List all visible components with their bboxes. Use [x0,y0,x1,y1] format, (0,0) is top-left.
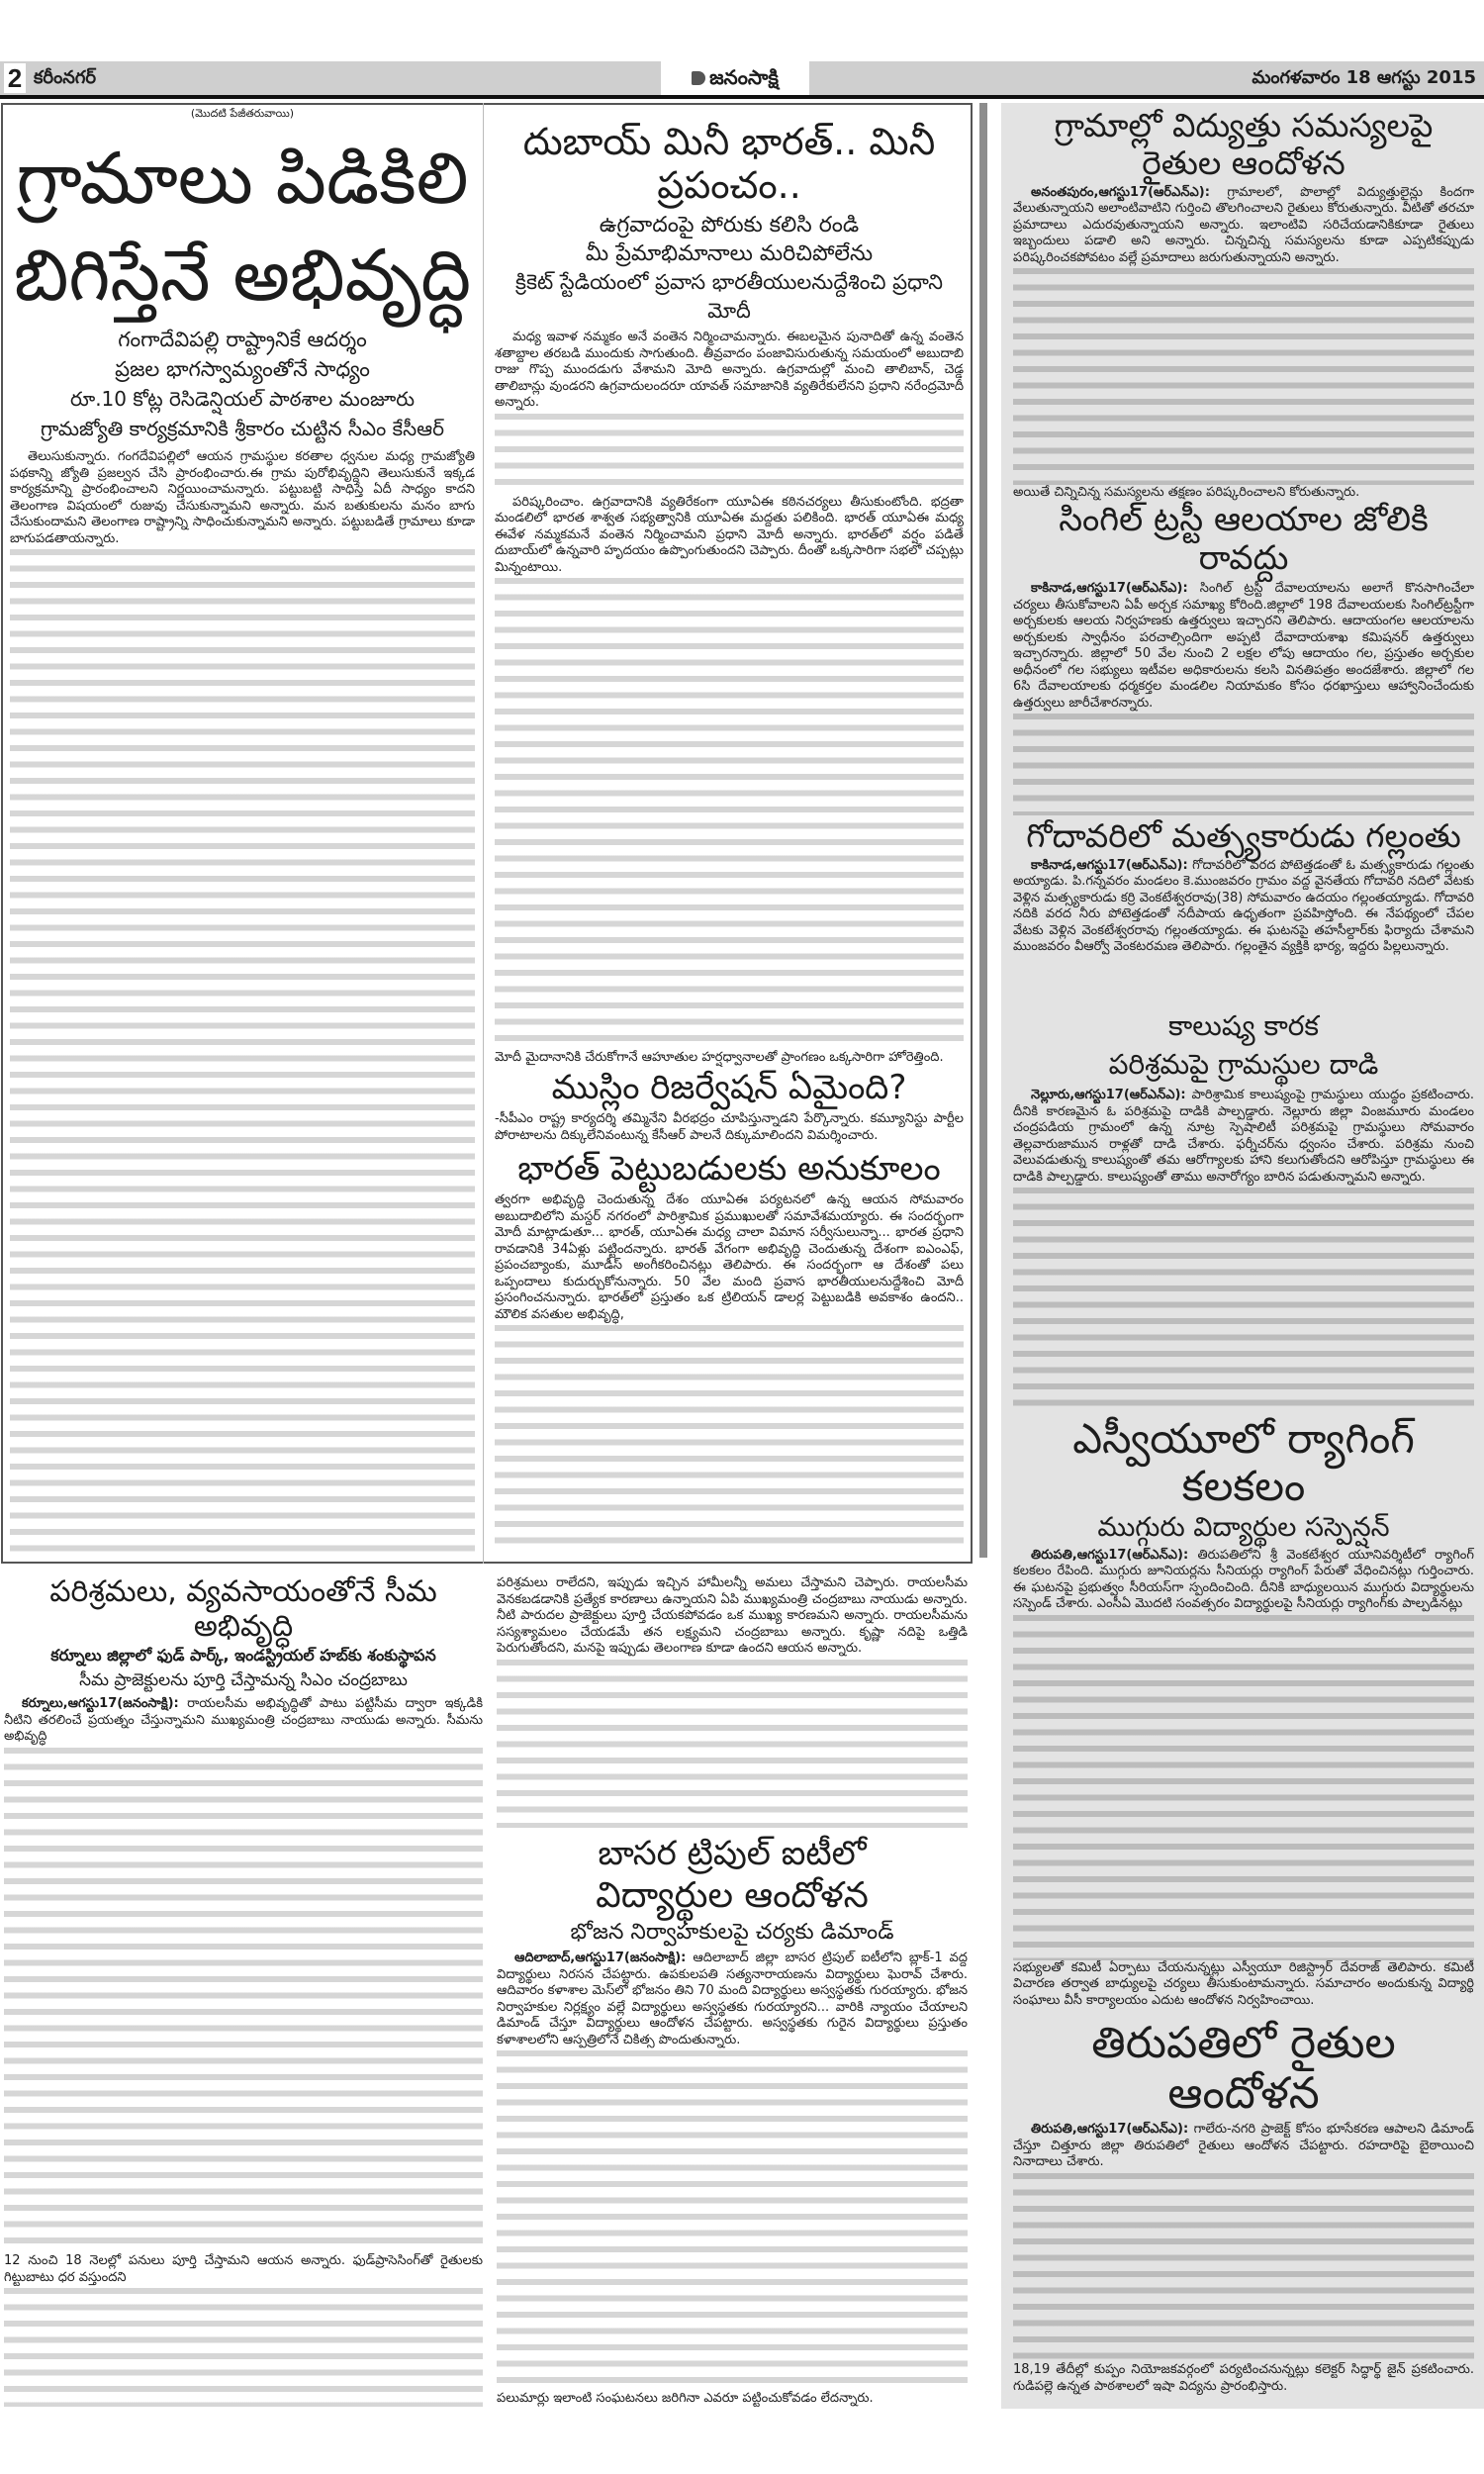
article-sv-ragging [1013,1415,1474,2009]
column-divider [483,103,484,1564]
article-body-end: 18,19 తేదీల్లో కుప్పం నియోజకవర్గంలో పర్యటించనున్నట్లు కలెక్టర్ సిద్ధార్థ్ జైన్ ప్రకటించారు. గుడిపల్లె ఉన్నత పాఠశాలలో ఇషా విద్యను ప్రారంభిస్తారు. [1013,2362,1474,2394]
article-body: గాలేరు-నగరి ప్రాజెక్ట్ కోసం భూసేకరణ ఆపాలని డిమాండ్ చేస్తూ చిత్తూరు జిల్లా తిరుపతిలో రైతులు ఆందోళన చేపట్టారు. రహదారిపై బైఠాయించి నినాదాలు చేశారు. [1013,2122,1474,2170]
logo-text: జనంసాక్షి [709,65,779,89]
article-body-end: పలుమార్లు ఇలాంటి సంఘటనలు జరిగినా ఎవరూ పట్టించుకోవడం లేదన్నారు. [497,2390,874,2406]
subhead: గ్రామజ్యోతి కార్యక్రమానికి శ్రీకారం చుట్టిన సీఎం కేసీఆర్ [41,417,444,440]
article-seema [4,1575,483,2407]
headline-line-1: గ్రామాలు పిడికిలి [16,137,469,220]
article-body-end: అయితే చిన్నిచిన్న సమస్యలను తక్షణం పరిష్కరించాలని కోరుతున్నారు. [1013,484,1360,500]
page-number: 2 [4,63,26,93]
headline: భారత్ పెట్టుబడులకు అనుకూలం [517,1149,941,1189]
dateline: తిరుపతి,ఆగస్టు17(ఆర్ఎన్ఎ): [1031,2122,1189,2138]
article-tirupati [1013,2019,1474,2395]
article-body: గ్రామాలలో, పొలాల్లో విద్యుత్తులైన్లు కిందగా వేలుతున్నాయని అలాంటివాటిని గుర్తించి తొలగించాలని రైతులు కోరుతున్నారు. వీటితో తరచూ ప్రమాదాలు ఎదురవుతున్నాయని అన్నారు. ఇలాంటివి సరిచేయడానికికూడా రైతులు ఇబ్బందులు పడాలి అని అన్నారు. చిన్నచిన్న సమస్యలను కూడా ఎప్పటికప్పుడు పరిష్కరించకపోవటం వల్లే ప్రమాదాలు జరుగుతున్నాయని అన్నారు. [1013,184,1474,265]
body-text-continued [4,2288,483,2407]
dateline: కాకినాడ,ఆగస్టు17(ఆర్ఎన్ఎ): [1031,857,1188,873]
continuation-note: (మొదటి పేజీతరువాయి) [190,107,295,120]
article-body-end: 12 నుంచి 18 నెలల్లో పనులు పూర్తి చేస్తామని ఆయన అన్నారు. ఫుడ్‌ప్రాసెసింగ్‌తో రైతులకు గిట్టుబాటు ధర వస్తుందని [4,2253,483,2285]
subhead: రూ.10 కోట్ల రెసిడెన్షియల్ పాఠశాల మంజూరు [69,387,416,411]
body-text-continued [495,414,964,495]
subhead: ఉగ్రవాదంపై పోరుకు కలిసి రండి [599,213,860,238]
subhead: మీ ప్రేమాభిమానాలు మరిచిపోలేను [585,241,874,267]
subhead: గంగాదేవిపల్లి రాష్ట్రానికే ఆదర్శం [118,328,367,351]
article-kalushya [1013,1007,1474,1413]
article-body: త్వరగా అభివృద్ధి చెందుతున్న దేశం యూఏఈ పర్యటనలో ఉన్న ఆయన సోమవారం అబుదాబిలోని మస్దర్ నగరంలో పారిశ్రామిక ప్రముఖులతో సమావేశమయ్యారు. ఈ సందర్భంగా మోదీ మాట్లాడుతూ... భారత్, యూఏఈ మధ్య చాలా విమాన సర్వీసులున్నా... భారత ప్రధాని రావడానికి 34ఏళ్లు పట్టిందన్నారు. భారత్ వేగంగా అభివృద్ధి చెందుతున్న దేశంగా ఐఎంఎఫ్, ప్రపంచబ్యాంకు, మూడీస్ అంగీకరించినట్లు తెలిపారు. ఈ సందర్భంగా ఆ దేశంతో పలు ఒప్పందాలు కుదుర్చుకోనున్నారు. 50 వేల మంది ప్రవాస భారతీయులనుద్దేశించి మోదీ ప్రసంగించనున్నారు. భారత్‌లో ప్రస్తుతం ఒక ట్రిలియన్ డాలర్ల పెట్టుబడికి అవకాశం ఉందని.. మౌలిక వసతుల అభివృద్ధి, [495,1192,964,1322]
article-body: పరిష్కరించాం. ఉగ్రవాదానికి వ్యతిరేకంగా యూఏఈ కఠినచర్యలు తీసుకుంటోంది. భద్రతా మండలిలో భారత శాశ్వత సభ్యత్వానికి యూఏఈ మద్దతు పలికింది. భారత్ యూఏఈ మధ్య ఈవేళ నమ్మకమనే వంతెన నిర్మించామని ప్రధాని మోదీ అన్నారు. భారత్‌లో వర్షం పడితే దుబాయ్‌లో ఉన్నవారి హృదయం ఉప్పొంగుతుందని చెప్పారు. దీంతో ఒక్కసారిగా సభలో చప్పట్లు మిన్నంటాయి. [495,494,964,575]
body-text-continued [497,2050,968,2391]
article-gramalu [10,107,475,1554]
headline-line-1: కాలుష్య కారక [1168,1009,1319,1042]
body-text-continued [4,1748,483,2254]
article-body: రాయలసీమ అభివృద్ధితో పాటు పట్టిసీమ ద్వారా ఇక్కడికి నీటిని తరలించే ప్రయత్నం చేస్తున్నామని ముఖ్యమంత్రి చంద్రబాబు నాయుడు అన్నారు. సీమను అభివృద్ధి [4,1696,483,1744]
article-body: -సీపీఎం రాష్ట్ర కార్యదర్శి తమ్మినేని వీరభద్రం చూపిస్తున్నాడని పేర్కొన్నారు. కమ్యూనిస్టు పార్టీల పోరాటాలను దిక్కులేనివంటున్న కేసీఆర్ పాలనే దిక్కుమాలిందని విమర్శించారు. [495,1111,964,1143]
article-godavari [1013,817,1474,1005]
article-muslim-reservation [495,1069,964,1148]
subhead: ముగ్గురు విద్యార్థుల సస్పెన్షన్ [1097,1511,1390,1543]
subhead: కర్నూలు జిల్లాలో ఫుడ్ పార్క్, ఇండస్ట్రియల్ హబ్‌కు శంకుస్థాపన [50,1646,436,1665]
article-body: తెలుసుకున్నారు. గంగదేవిపల్లిలో ఆయన గ్రామస్థుల కరతాల ధ్వనుల మధ్య గ్రామజ్యోతి పథకాన్ని జ్యోతి ప్రజల్వన చేసి ప్రారంభించారు.ఈ గ్రామ పురోభివృద్దిని తెలుసుకునే ఇక్కడ కార్యక్రమాన్ని ప్రారంభించాలని నిర్ణయించామన్నారు. పట్టుబట్టి సాధిస్తే ఏదీ సాధ్యం కాదని తెలంగాణ విషయంలో రుజువు చేసుకున్నామని అన్నారు. మన బతుకులను మనం బాగు చేసుకుందామని తెలంగాణ రాష్ట్రాన్ని సాధించుకున్నామని అన్నారు. పట్టుబడితే గ్రామాలు కూడా బాగుపడతాయన్నారు. [10,449,475,546]
dateline: ఆదిలాబాద్,ఆగస్టు17(జనంసాక్షి): [514,1951,687,1965]
article-singil-trustee [1013,501,1474,815]
article-body: సింగిల్ ట్రస్టీ దేవాలయాలను అలాగే కొనసాగించేలా చర్యలు తీసుకోవాలని ఏపీ అర్చక సమాఖ్య కోరింది.జిల్లాలో 198 దేవాలయలకు సింగిల్‌ట్రస్టీగా అర్చకులకు ఆలయ నిర్వహణకు ఉత్తర్వులు ఇచ్చారని తెలిపారు. ఆదాయంగల ఆలయాలను అర్చకులకు స్వాధీనం పరచాల్సిందిగా అప్పటి దేవాదాయశాఖ కమిషనర్ ఉత్తర్వులు ఇచ్చారన్నారు. జిల్లాలో 50 వేల నుంచి 2 లక్షల లోపు ఆదాయం గల, ప్రస్తుతం అర్చకుల అధీనంలో గల సభ్యులు ఇటీవల అధికారులను కలసి వినతిపత్రం అందజేశారు. జిల్లాలో గల 6సి దేవాలయాలకు ధర్మకర్తల మండలిల నియామకం కోసం ధరఖాస్తులు ఆహ్వానించేందుకు ఉత్తర్వులు జారీచేశారన్నారు. [1013,581,1474,711]
dateline: కాకినాడ,ఆగస్టు17(ఆర్ఎన్ఎ): [1031,581,1188,597]
logo-icon [692,71,705,85]
subhead: క్రికెట్ స్టేడియంలో ప్రవాస భారతీయులనుద్దేశించి ప్రధాని మోదీ [515,270,943,324]
article-body: ఆదిలాబాద్ జిల్లా బాసర ట్రిపుల్ ఐటీలోని బ్లాక్-1 వద్ద విద్యార్థులు నిరసన చేపట్టారు. ఉపకులపతి సత్యనారాయణను విద్యార్థులు ఘెరావ్ చేశారు. ఆదివారం కళాశాల మెస్‌లో భోజనం తిని 70 మంది విద్యార్థులు అస్వస్థతకు గురయ్యారు. భోజన నిర్వాహకుల నిర్లక్ష్యం వల్లే విద్యార్థులు అస్వస్థతకు గురయ్యారని... వారికి న్యాయం చేయాలని డిమాండ్ చేస్తూ విద్యార్థులు ఆందోళన చేపట్టారు. అస్వస్థతకు గురైన విద్యార్థులు ప్రస్తుతం కళాశాలలోని ఆస్పత్రిలోనే చికిత్స పొందుతున్నారు. [497,1951,968,2047]
article-body-end: మోదీ మైదానానికి చేరుకోగానే ఆహూతుల హర్షధ్వానాలతో ప్రాంగణం ఒక్కసారిగా హోరెత్తింది. [495,1049,944,1065]
headline-line-2: పరిశ్రమపై గ్రామస్థుల దాడి [1108,1048,1379,1081]
header-rule [0,95,1484,99]
article-body: పారిశ్రామిక కాలుష్యంపై గ్రామస్థులు యుద్ధం ప్రకటించారు. దీనికి కారణమైన ఓ పరిశ్రమపై దాడికి పాల్పడ్డారు. నెల్లూరు జిల్లా వింజమూరు మండలం చంద్రపడియ గ్రామంలో ఉన్న నూట్ర స్పెషాలిటీ పరిశ్రమపై గ్రామస్థులు సోమవారం తెల్లవారుజామున రాళ్లతో దాడి చేశారు. ఫర్నీచర్‌ను ధ్వంసం చేశారు. పరిశ్రమ నుంచి వెలువడుతున్న కాలుష్యంతో తమ ఆరోగ్యాలకు హాని కలుగుతోందని ఆరోపిస్తూ గ్రామస్థులు ఈ దాడికి పాల్పడ్డారు. కాలుష్యంతో తాము అనారోగ్యం బారిన పడుతున్నామని అన్నారు. [1013,1088,1474,1185]
article-body: మధ్య ఇవాళ నమ్మకం అనే వంతెన నిర్మించామన్నారు. ఈబలమైన పునాదితో ఉన్న వంతెన శతాబ్దాల తరబడి ముందుకు సాగుతుంది. తీవ్రవాదం పంజావిసురుతున్న సమయంలో అబుదాబి రాజు గొప్ప ముందడుగు వేశామని మోది అన్నారు. ఉగ్రవాదుల్లో మంచి తాలిబాన్, చెడ్డ తాలిబాన్లు వుండరని ఉగ్రవాదులందరూ యావత్ సమాజానికి వ్యతిరేకులేనని ప్రధాని నరేంద్రమోదీ అన్నారు. [495,330,964,411]
body-text-continued [1013,268,1474,484]
subhead: భోజన నిర్వాహకులపై చర్యకు డిమాండ్ [570,1920,894,1945]
body-text-continued [1013,1615,1474,1960]
headline: తిరుపతిలో రైతుల ఆందోళన [1091,2018,1396,2119]
newspaper-logo [661,55,809,99]
article-bharat [495,1150,964,1551]
issue-date: మంగళవారం 18 ఆగస్టు 2015 [1252,67,1476,88]
headline: దుబాయ్ మినీ భారత్.. మినీ ప్రపంచం.. [522,120,936,207]
article-dubai [495,121,964,1066]
headline: ఎస్వీయూలో ర్యాగింగ్ కలకలం [1072,1414,1415,1511]
body-text-continued [10,549,475,1554]
body-text-continued [1013,2173,1474,2362]
headline: పరిశ్రమలు, వ్యవసాయంతోనే సీమ అభివృద్ధి [49,1574,437,1644]
article-body: పరిశ్రమలు రాలేదని, ఇప్పుడు ఇచ్చిన హామీలన్నీ అమలు చేస్తామని చెప్పారు. రాయలసీమ వెనకబడడానికి ప్రత్యేక కారణాలు ఉన్నాయని ఏపి ముఖ్యమంత్రి చంద్రబాబు నాయుడు అన్నారు. నీటి పారుదల ప్రాజెక్టులు పూర్తి చేయకపోవడం ఒక ముఖ్య కారణమని అన్నారు. రాయలసీమను సస్యశ్యామలం చేయడమే తన లక్ష్యమని చంద్రబాబు అన్నారు. కృష్ణా నదిపై ఒత్తిడి పెరుగుతోందని, మనపై ఇప్పుడు తెలంగాణ కూడా ఉందని ఆయన అన్నారు. [497,1575,968,1656]
dateline: అనంతపురం,ఆగస్టు17(ఆర్ఎన్ఎ): [1031,184,1210,200]
body-text-continued [1013,714,1474,815]
headline: సింగిల్ ట్రస్టీ ఆలయాల జోలికి రావద్దు [1059,500,1429,579]
headline-line-2: విద్యార్థుల ఆందోళన [596,1875,869,1916]
headline: గోదావరిలో మత్స్యకారుడు గల్లంతు [1026,816,1461,855]
headline: గ్రామాల్లో విద్యుత్తు సమస్యలపై రైతుల ఆందోళన [1054,106,1434,182]
subhead: సీమ ప్రాజెక్టులను పూర్తి చేస్తామన్న సిఎం చంద్రబాబు [79,1670,408,1690]
body-text-continued [495,578,964,1049]
article-body: గోదావరిలో వరద పోటెత్తడంతో ఓ మత్స్యకారుడు గల్లంతు అయ్యాడు. పి.గన్నవరం మండలం కె.ముంజవరం గ్రామం వద్ద వైనతేయ గోదావరి నదిలో వేటకు వెళ్లిన మత్స్యకారుడు కర్రి వెంకటేశ్వరరావు(38) సోమవారం ఉదయం గల్లంతయ్యాడు. గోదావరి నదికి వరద నీరు పోటెత్తడంతో నదీపాయ ఉధృతంగా ప్రవహిస్తోంది. ఈ నేపథ్యంలో చేపల వేటకు వెళ్లిన వెంకటేశ్వరరావు గల్లంతయ్యాడు. ఈ ఘటనపై తహసీల్దార్‌కు ఫిర్యాదు చేశామని ముంజవరం వీఆర్వో వెంకటరమణ తెలిపారు. గల్లంతైన వ్యక్తికి భార్య, ఇద్దరు పిల్లలున్నారు. [1013,857,1474,955]
article-vidyut [1013,107,1474,501]
dateline: తిరుపతి,ఆగస్టు17(ఆర్ఎన్ఎ): [1031,1547,1189,1563]
body-text-continued [1013,1188,1474,1413]
body-text-continued [497,1660,968,1829]
headline: ముస్లిం రిజర్వేషన్ ఏమైంది? [551,1068,907,1107]
section-name: కరీంనగర్ [34,67,96,88]
subhead: ప్రజల భాగస్వామ్యంతోనే సాధ్యం [115,357,370,381]
article-body-end: సభ్యులతో కమిటీ ఏర్పాటు చేయనున్నట్లు ఎస్వీయూ రిజిస్ట్రార్ దేవరాజ్ తెలిపారు. కమిటీ విచారణ తర్వాత బాధ్యులపై చర్యలు తీసుకుంటామన్నారు. సమాచారం అందుకున్న విద్యార్థి సంఘాలు వీసీ కార్యాలయం ఎదుట ఆందోళన నిర్వహించాయి. [1013,1959,1474,2008]
dateline: కర్నూలు,ఆగస్టు17(జనంసాక్షి): [22,1696,179,1711]
column-divider-bar [979,103,987,1558]
masthead [0,61,1484,95]
dateline: నెల్లూరు,ఆగస్టు17(ఆర్ఎన్ఎ): [1031,1088,1186,1102]
article-seema-continued [497,1575,968,1828]
body-text-continued [495,1325,964,1551]
article-body: తిరుపతిలోని శ్రీ వెంకటేశ్వర యూనివర్శిటీలో ర్యాగింగ్ కలకలం రేపింది. ముగ్గురు జూనియర్లను సీనియర్లు ర్యాగింగ్ పేరుతో వేధించినట్లు గుర్తించారు. ఈ ఘటనపై ప్రభుత్వం సీరియస్‌గా స్పందించింది. దీనికి బాధ్యులయిన ముగ్గురు విద్యార్థులను సస్పెండ్ చేశారు. ఎంసీఏ మొదటి సంవత్సరం విద్యార్థులపై సీనియర్లు ర్యాగింగ్‌కు పాల్పడినట్లు [1013,1547,1474,1612]
headline-line-2: బిగిస్తేనే అభివృద్ధి [13,234,472,317]
headline-line-1: బాసర ట్రిపుల్ ఐటీలో [598,1834,867,1873]
article-basara [497,1833,968,2407]
